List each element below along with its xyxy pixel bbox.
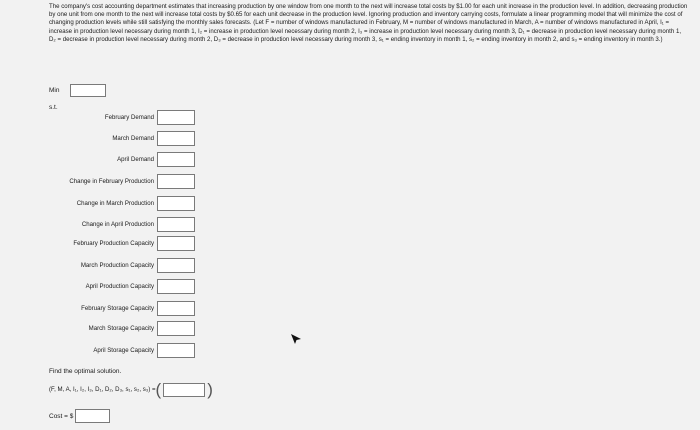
left-paren: (	[155, 380, 162, 399]
constraint-input[interactable]	[157, 152, 195, 167]
constraint-row	[0, 152, 195, 167]
constraint-label: Change in March Production	[76, 200, 154, 207]
constraint-input[interactable]	[157, 131, 195, 146]
constraint-input[interactable]	[157, 343, 195, 358]
right-paren: )	[207, 380, 213, 399]
constraint-label: April Production Capacity	[85, 283, 154, 290]
constraint-input[interactable]	[157, 236, 195, 251]
constraint-label: March Storage Capacity	[88, 325, 154, 332]
constraint-input[interactable]	[157, 258, 195, 273]
constraint-row	[0, 196, 195, 211]
constraint-row	[0, 258, 195, 273]
cost-input[interactable]	[75, 409, 110, 423]
constraint-row	[0, 217, 195, 232]
optimal-tuple-label: (F, M, A, I₁, I₂, I₃, D₁, D₂, D₃, s₁, s₂, s₃) =	[49, 386, 156, 393]
constraint-label: April Storage Capacity	[93, 347, 154, 354]
constraint-row	[0, 279, 195, 294]
constraint-input[interactable]	[157, 196, 195, 211]
constraint-label: February Demand	[104, 114, 154, 121]
constraint-input[interactable]	[157, 217, 195, 232]
constraint-row	[0, 236, 195, 251]
constraint-row	[0, 321, 195, 336]
constraint-row	[0, 343, 195, 358]
constraint-label: March Demand	[112, 135, 154, 142]
constraint-input[interactable]	[157, 301, 195, 316]
problem-statement: The company's cost accounting department estimates that increasing production by one window from one month to the next will increase total costs by $1.00 for each unit increase in the production level. In addition, decreasing production by one unit from one month to the next will increase total costs by $0.65 for each unit decrease in the production level. Ignoring production and inventory carrying costs, formulate a linear programming model that will minimize the cost of changing production levels while still satisfying the monthly sales forecasts. (Let F = number of windows manufactured in February, M = number of windows manufactured in March, A = number of windows manufactured in April, I₁ = increase in production level necessary during month 1, I₂ = increase in production level necessary during month 2, I₃ = increase in production level necessary during month 3, D₁ = decrease in production level necessary during month 1, D₂ = decrease in production level necessary during month 2, D₃ = decrease in production level necessary during month 3, s₁ = ending inventory in month 1, s₂ = ending inventory in month 2, and s₃ = ending inventory in month 3.)	[49, 3, 688, 43]
find-optimal-label: Find the optimal solution.	[49, 368, 122, 375]
objective-input[interactable]	[70, 84, 106, 97]
optimal-solution-row	[49, 381, 213, 398]
constraint-input[interactable]	[157, 321, 195, 336]
constraint-row	[0, 131, 195, 146]
subject-to-label: s.t.	[49, 104, 58, 111]
cost-row	[49, 409, 110, 423]
constraint-label: April Demand	[117, 156, 154, 163]
constraint-row	[0, 174, 195, 189]
objective-row	[49, 84, 106, 97]
constraint-label: February Storage Capacity	[81, 305, 154, 312]
constraint-label: Change in February Production	[69, 178, 154, 185]
min-label: Min	[49, 87, 60, 94]
constraint-row	[0, 110, 195, 125]
constraint-label: February Production Capacity	[73, 240, 154, 247]
constraint-input[interactable]	[157, 279, 195, 294]
constraint-input[interactable]	[157, 174, 195, 189]
constraint-row	[0, 301, 195, 316]
mouse-cursor-icon	[290, 333, 302, 345]
constraint-label: March Production Capacity	[80, 262, 154, 269]
constraint-label: Change in April Production	[81, 221, 154, 228]
constraint-input[interactable]	[157, 110, 195, 125]
cost-label: Cost = $	[49, 412, 74, 420]
optimal-solution-input[interactable]	[163, 383, 205, 397]
